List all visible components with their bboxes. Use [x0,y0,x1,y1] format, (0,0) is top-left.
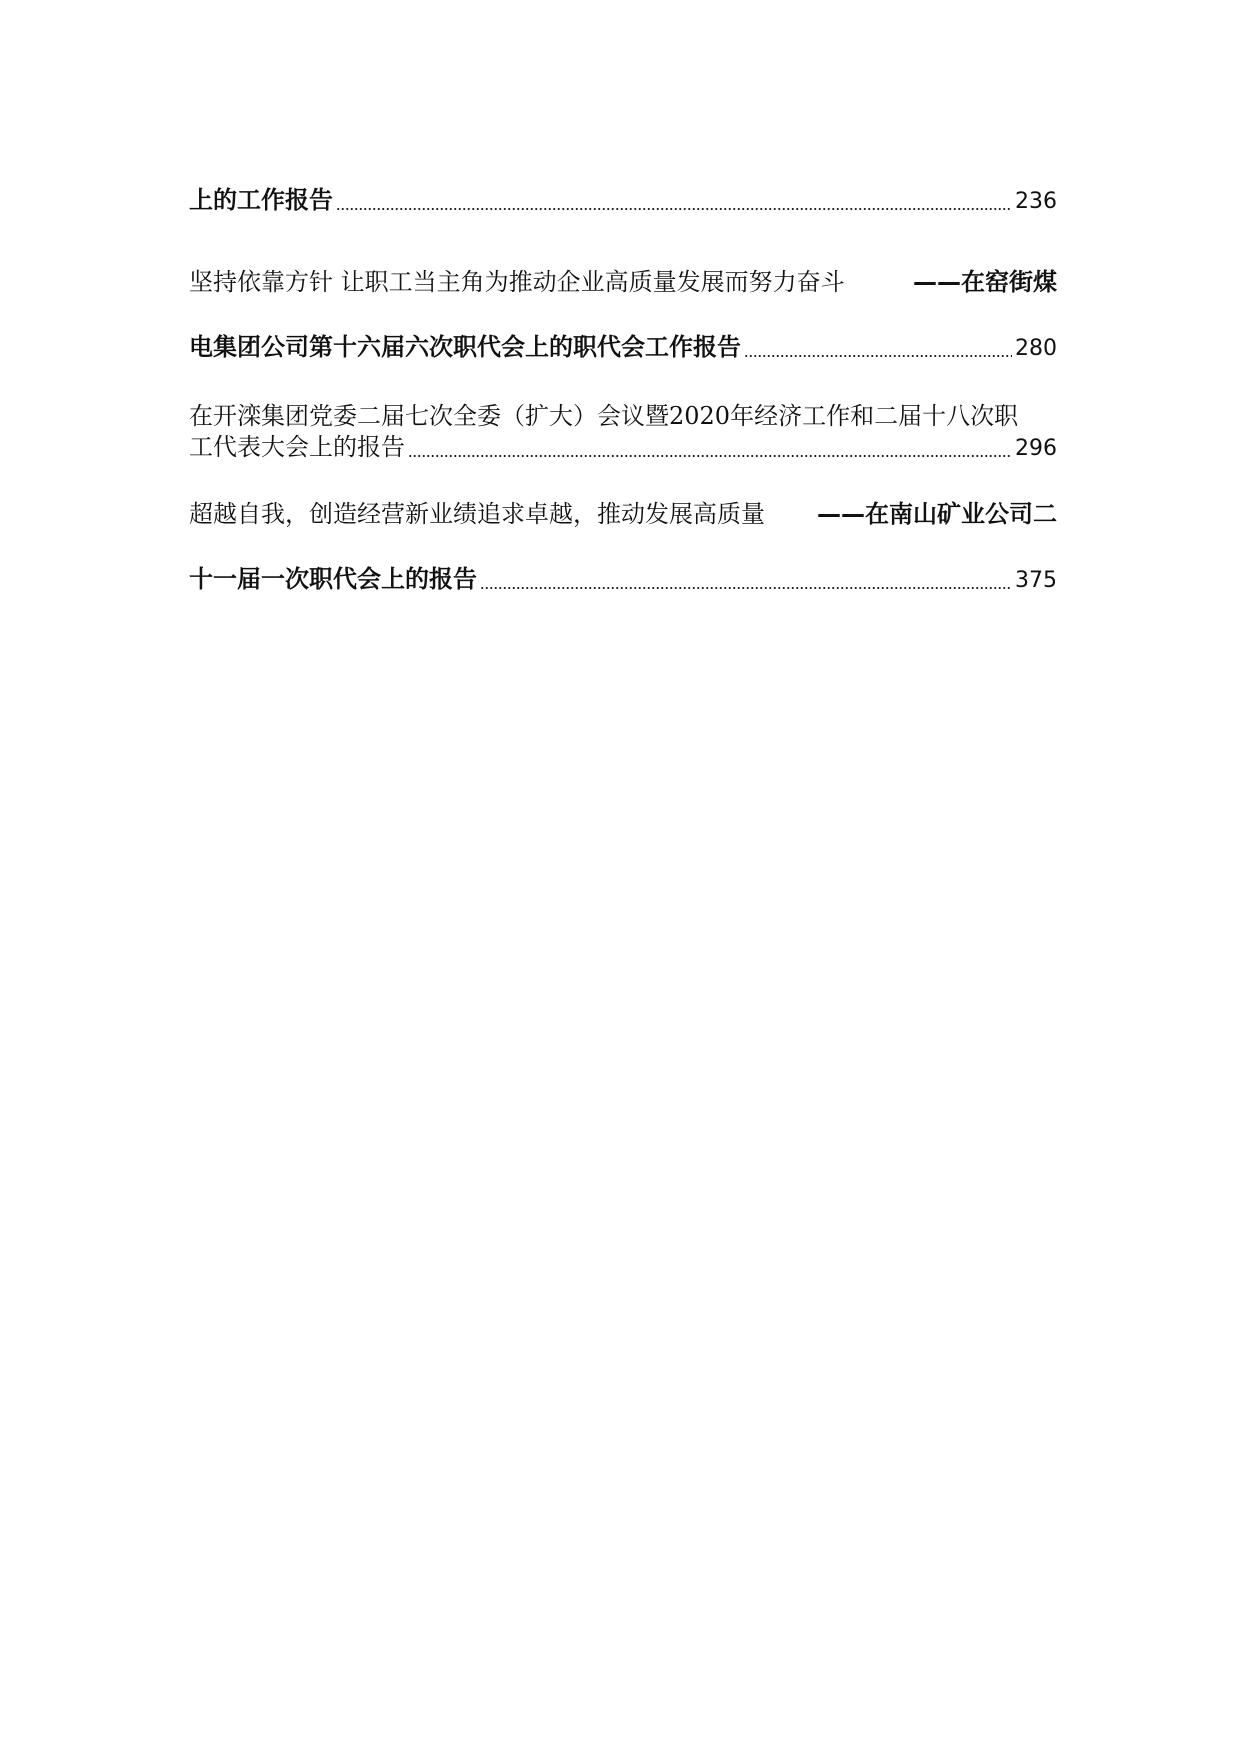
toc-entry-3-line-1[interactable] [189,396,1057,431]
toc-entry-1[interactable] [189,180,1057,215]
toc-entry-subtitle: ——在南山矿业公司二 [817,500,1057,528]
dot-leader [408,455,1012,457]
toc-entry-title: 超越自我，创造经营新业绩追求卓越，推动发展高质量 [189,500,765,528]
toc-page-number: 296 [1015,436,1057,461]
toc-entry-4-line-1[interactable] [189,494,1057,529]
toc-entry-title: 上的工作报告 [189,186,333,214]
dot-leader [480,587,1012,589]
toc-page-number: 280 [1015,336,1057,361]
toc-entry-4-line-2[interactable] [189,559,1057,594]
dot-leader [744,355,1012,357]
toc-entry-subtitle: ——在窑街煤 [913,268,1057,296]
toc-entry-subtitle: 电集团公司第十六届六次职代会上的职代会工作报告 [189,333,741,361]
toc-entry-2-line-2[interactable] [189,327,1057,362]
toc-page-number: 375 [1015,568,1057,593]
toc-entry-subtitle: 十一届一次职代会上的报告 [189,565,477,593]
toc-entry-2-line-1[interactable] [189,262,1057,297]
toc-entry-title: 坚持依靠方针 让职工当主角为推动企业高质量发展而努力奋斗 [189,268,845,296]
toc-entry-title: 在开滦集团党委二届七次全委（扩大）会议暨2020年经济工作和二届十八次职 [189,402,1019,430]
toc-entry-3-line-2[interactable] [189,427,1057,462]
dot-leader [336,208,1012,210]
toc-page-number: 236 [1015,189,1057,214]
toc-entry-title: 工代表大会上的报告 [189,433,405,461]
